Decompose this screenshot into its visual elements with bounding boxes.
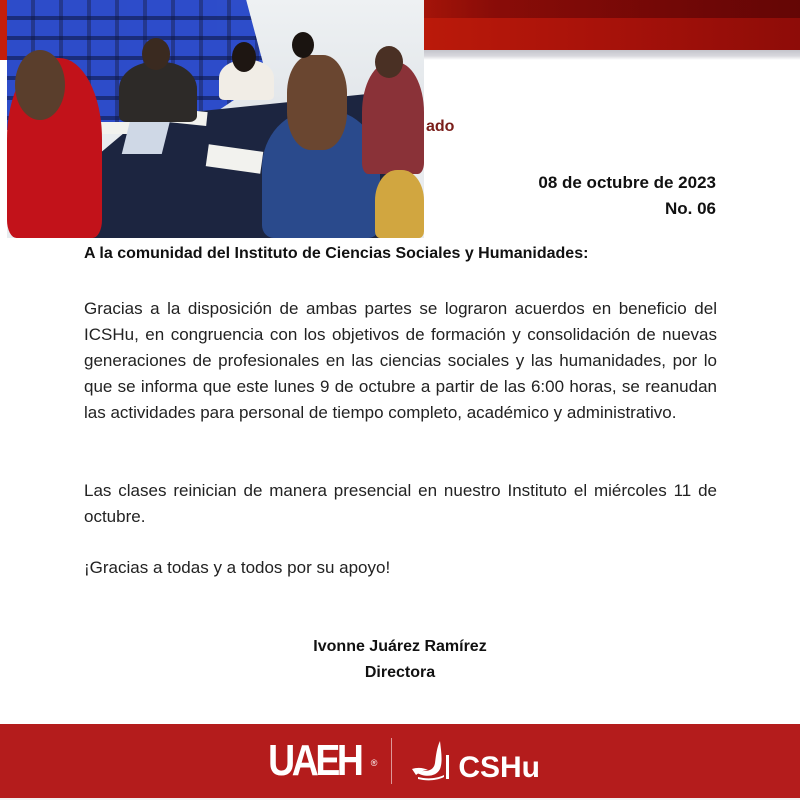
- header-diagonal-accent: [360, 0, 800, 18]
- document-salutation: A la comunidad del Instituto de Ciencias Sociales y Humanidades:: [84, 245, 589, 262]
- signature-name: Ivonne Juárez Ramírez: [313, 638, 487, 655]
- meeting-photo: [7, 0, 424, 238]
- signature-block: [0, 634, 800, 686]
- photo-person-head: [292, 32, 314, 58]
- footer-band: [0, 724, 800, 798]
- photo-person-maroon-jacket: [362, 62, 424, 174]
- logo-divider: [391, 738, 392, 784]
- photo-person-hair: [15, 50, 65, 120]
- paragraph-classes: Las clases reinician de manera presencial en nuestro Instituto el miércoles 11 de octubre.: [84, 481, 717, 526]
- uaeh-logo: UAEH: [268, 736, 361, 785]
- photo-person-head: [232, 42, 256, 72]
- photo-yellow-coat: [375, 170, 424, 238]
- photo-person-long-hair: [287, 55, 347, 150]
- photo-person-head: [375, 46, 403, 78]
- cshu-wordmark: CSHu: [458, 751, 540, 784]
- cshu-logo: [410, 739, 540, 783]
- photo-person-head: [142, 38, 170, 70]
- header-left-edge: [0, 0, 7, 60]
- paragraph-announcement: Gracias a la disposición de ambas partes se lograron acuerdos en beneficio del ICSHu, en congruencia con los objetivos de formación y consolidación de nuevas generaciones de profesionales en las ciencias sociales y las humanidades, por lo que se informa que este lunes 9 de octubre a partir de las 6:00 horas, se reanudan las actividades para personal de tiempo completo, académico y administrativo.: [84, 299, 717, 422]
- photo-person-black-jacket: [119, 62, 197, 122]
- document-date: 08 de octubre de 2023: [538, 173, 716, 192]
- document-meta: [538, 170, 716, 222]
- cshu-swan-icon: [410, 739, 456, 783]
- signature-title: Directora: [364, 664, 436, 681]
- document-number: No. 06: [664, 199, 716, 218]
- registered-mark: ®: [370, 758, 378, 768]
- paragraph-thanks: ¡Gracias a todas y a todos por su apoyo!: [84, 558, 391, 577]
- header-title-fragment: ado: [426, 118, 455, 135]
